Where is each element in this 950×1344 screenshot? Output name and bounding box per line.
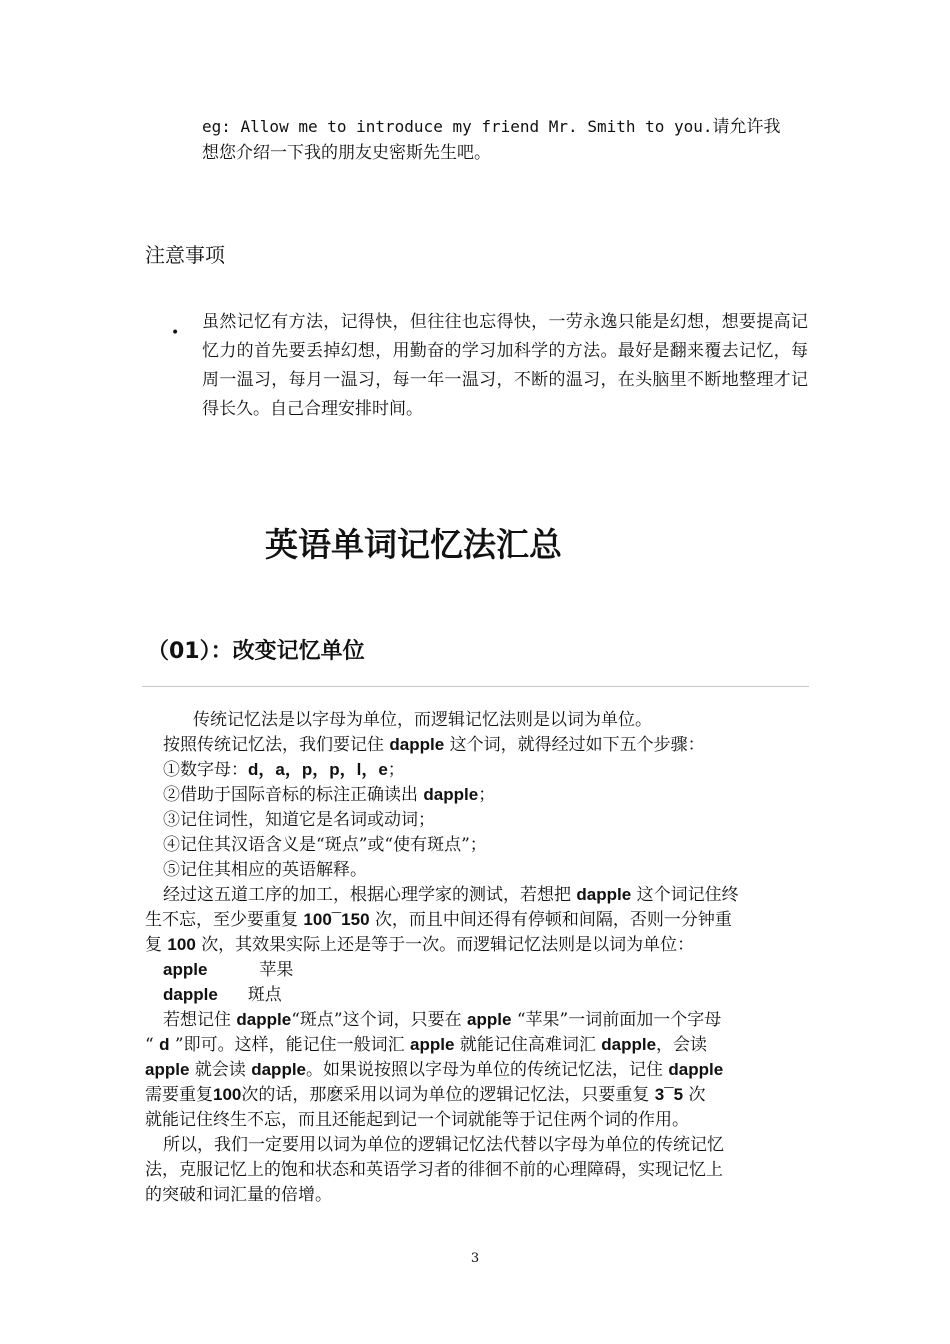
body-line: 传统记忆法是以字母为单位，而逻辑记忆法则是以词为单位。 (193, 710, 652, 730)
body-line: 按照传统记忆法，我们要记住 dapple 这个词，就得经过如下五个步骤： (163, 735, 705, 755)
example-chinese-start: 请允许我 (712, 117, 781, 137)
section-divider (142, 686, 809, 687)
body-line: 的突破和词汇量的倍增。 (145, 1185, 332, 1205)
body-line: ⑤记住其相应的英语解释。 (163, 860, 367, 880)
body-line: 需要重复100次的话，那麽采用以词为单位的逻辑记忆法，只要重复 3¯5 次 (145, 1085, 706, 1105)
body-line: 经过这五道工序的加工，根据心理学家的测试，若想把 dapple 这个词记住终 (163, 885, 739, 905)
body-line: ①数字母：d，a，p，p，l，e； (163, 760, 405, 780)
example-line-2: 想您介绍一下我的朋友史密斯先生吧。 (202, 143, 491, 163)
body-line: ④记住其汉语含义是“斑点”或“使有斑点”； (163, 835, 487, 855)
page-number: 3 (470, 1251, 480, 1266)
body-line: apple 苹果 (163, 960, 294, 980)
body-line: apple 就会读 dapple。如果说按照以字母为单位的传统记忆法，记住 dapple (145, 1060, 724, 1080)
body-line: 所以，我们一定要用以词为单位的逻辑记忆法代替以字母为单位的传统记忆 (163, 1135, 724, 1155)
body-line: “ d ”即可。这样，能记住一般词汇 apple 就能记住高难词汇 dapple，会读 (145, 1035, 708, 1055)
body-line: 复 100 次，其效果实际上还是等于一次。而逻辑记忆法则是以词为单位： (145, 935, 695, 955)
example-english: eg: Allow me to introduce my friend Mr. Smith to you. (202, 117, 713, 136)
body-line: 法，克服记忆上的饱和状态和英语学习者的徘徊不前的心理障碍，实现记忆上 (145, 1160, 723, 1180)
body-line: 生不忘，至少要重复 100¯150 次，而且中间还得有停顿和间隔，否则一分钟重 (145, 910, 732, 930)
notes-paragraph: 虽然记忆有方法，记得快，但往往也忘得快，一劳永逸只能是幻想，想要提高记忆力的首先要丢掉幻想，用勤奋的学习加科学的方法。最好是翻来覆去记忆，每周一温习，每月一温习，每一年一温习，不断的温习，在头脑里不断地整理才记得长久。自己合理安排时间。 (202, 312, 808, 419)
body-line: 就能记住终生不忘，而且还能起到记一个词就能等于记住两个词的作用。 (145, 1110, 689, 1130)
example-sentence (202, 114, 822, 166)
section-heading: （01）：改变记忆单位 (147, 639, 365, 664)
example-line-1 (202, 114, 822, 140)
body-line: dapple 斑点 (163, 985, 282, 1005)
notes-heading: 注意事项 (145, 243, 225, 267)
body-line: ②借助于国际音标的标注正确读出 dapple； (163, 785, 496, 805)
body-line: 若想记住 dapple“斑点”这个词，只要在 apple “苹果”一词前面加一个字母 (163, 1010, 722, 1030)
bullet-icon: • (171, 325, 180, 341)
page-title: 英语单词记忆法汇总 (265, 525, 562, 564)
body-line: ③记住词性，知道它是名词或动词； (163, 810, 435, 830)
